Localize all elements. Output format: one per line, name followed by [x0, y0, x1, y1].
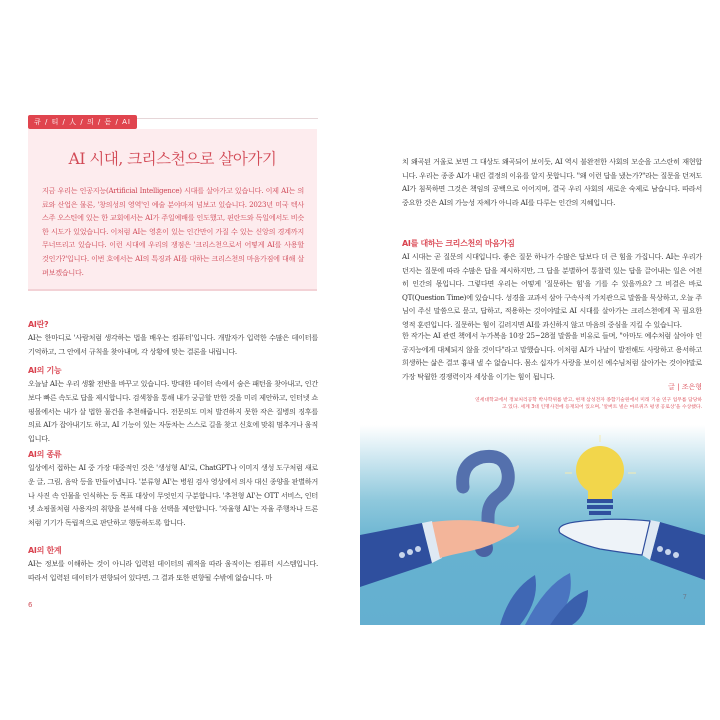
light-bulb-icon	[565, 435, 636, 515]
author-bio: 연세대학교에서 정보처리공학 박사학위를 받고, 현재 삼성전자 종합기술원에서 미래 기술 연구 업무를 담당하고 있다. 세계 3대 인명사전에 등재되어 있으며, '알버트 넬슨 마르퀴즈 평생 공로상'을 수상했다.	[475, 398, 702, 411]
leaf-decoration	[500, 573, 588, 625]
section-ai-functions	[28, 365, 318, 446]
hands-illustration	[360, 425, 705, 625]
article-title: AI 시대, 크리스천으로 살아가기	[68, 150, 277, 168]
left-page	[0, 95, 360, 625]
illustration	[360, 425, 705, 625]
series-tag: 큐 / 티 / 人 / 의 / 돋 / AI	[28, 115, 137, 129]
section-heading: AI란?	[28, 320, 49, 329]
section-body: AI 시대는 곧 질문의 시대입니다. 좋은 질문 하나가 수많은 답보다 더 큰 힘을 가집니다. AI는 우리가 던지는 질문에 따라 수많은 답을 제시하지만, 그 답을 분별하여 통찰력 있는 답을 끌어내는 일은 여전히 인간의 몫입니다. 그렇다면 우리는 어떻게 '질문하는 힘'을 기를 수 있을까요? 그 비결은 바로 QT(Question Time)에 있습니다. 성경을 교과서 삼아 구속사적 가치관으로 말씀을 묵상하고, 오늘 주님이 주신 말씀으로 묻고, 답하고, 적용하는 것이야말로 AI 시대를 살아가는 크리스천에게 꼭 필요한 영적 훈련입니다. 질문하는 힘이 길러지면 AI를 과신하지 않고 마음의 중심을 지킬 수 있습니다.	[402, 252, 702, 329]
section-heading: AI의 종류	[28, 450, 62, 459]
section-ai-types	[28, 449, 318, 530]
section-body: 일상에서 접하는 AI 중 가장 대중적인 것은 '생성형 AI'로, ChatGPT나 이미지 생성 도구처럼 새로운 글, 그림, 음악 등을 만들어냅니다. '분류형 AI'는 병원 검사 영상에서 의사 대신 종양을 판별하거나 사진 속 인물을 인식하는 등 목표 대상이 무엇인지 구분합니다. '추천형 AI'는 OTT 서비스, 인터넷 쇼핑몰처럼 사용자의 취향을 분석해 다음 선택을 제안합니다. '자율형 AI'는 자율 주행차나 드론처럼 기기가 독립적으로 판단하고 행동하도록 합니다.	[28, 463, 318, 528]
continued-paragraph: 치 왜곡된 거울로 보면 그 대상도 왜곡되어 보이듯, AI 역시 불완전한 사회의 모순을 고스란히 재현합니다. 우리는 종종 AI가 내린 결정의 이유를 알지 못합니다. "왜 이런 답을 냈는가?"라는 질문을 던져도 AI가 침묵하면 그것은 책임의 공백으로 이어지며, 결국 우리 사회의 새로운 숙제로 남습니다. 따라서 중요한 것은 AI의 가능성 자체가 아니라 AI를 다루는 인간의 지혜입니다.	[402, 157, 702, 207]
section-christian-mindset	[402, 238, 702, 332]
intro-box	[28, 129, 317, 291]
section-ai-limits	[28, 545, 318, 585]
closing-paragraph: 한 작가는 AI 관련 책에서 누가복음 10장 25~28절 말씀을 비유로 들며, "아마도 예수처럼 살아야 인공지능에게 대체되지 않을 것이다"라고 말했습니다. 이처럼 AI가 나날이 발전해도 사랑하고 용서하고 희생하는 삶은 결코 흉내 낼 수 없습니다. 몸소 십자가 사랑을 보이신 예수님처럼 살아가는 것이야말로 가장 탁월한 경쟁력이자 세상을 이기는 힘이 됩니다.	[402, 331, 702, 381]
page-number-left: 6	[28, 601, 33, 609]
section-heading: AI의 기능	[28, 366, 62, 375]
human-hand-icon	[360, 520, 519, 587]
section-heading: AI의 한계	[28, 546, 62, 555]
section-heading: AI를 대하는 크리스천의 마음가짐	[402, 239, 515, 248]
section-body: AI는 한마디로 '사람처럼 생각하는 법을 배우는 컴퓨터'입니다. 개발자가 입력한 수많은 데이터를 기억하고, 그 안에서 규칙을 찾아내며, 각 상황에 맞는 결론을 내립니다.	[28, 333, 318, 356]
byline: 글 | 조은형	[668, 383, 702, 391]
section-body: AI는 정보를 이해하는 것이 아니라 입력된 데이터의 궤적을 따라 움직이는 컴퓨터 시스템입니다. 따라서 입력된 데이터가 편향되어 있다면, 그 결과 또한 편향될 수밖에 없습니다. 마	[28, 559, 318, 582]
page-number-right: 7	[682, 593, 687, 601]
intro-paragraph: 지금 우리는 인공지능(Artificial Intelligence) 시대를 살아가고 있습니다. 이제 AI는 의료와 산업은 물론, '창의성의 영역'인 예술 분야마저 넘보고 있습니다. 2023년 미국 텍사스주 오스틴에 있는 한 교회에서는 AI가 주일예배를 인도했고, 핀란드와 독일에서도 비슷한 시도가 있었습니다. 이처럼 AI는 영혼이 있는 인간만이 가질 수 있는 신앙의 경계까지 무너뜨리고 있습니다. 이런 시대에 우리의 쟁점은 '크리스천으로서 어떻게 AI를 사용할 것인가?'입니다. 이번 호에서는 AI의 특징과 AI를 대하는 크리스천의 마음가짐에 대해 살펴보겠습니다.	[42, 186, 304, 277]
section-what-is-ai	[28, 319, 318, 359]
robot-hand-icon	[559, 519, 705, 580]
section-body: 오늘날 AI는 우리 생활 전반을 바꾸고 있습니다. 방대한 데이터 속에서 숨은 패턴을 찾아내고, 인간보다 빠른 속도로 답을 제시합니다. 검색창을 통해 내가 궁금할 만한 것을 미리 제안하고, 인터넷 쇼핑몰에서는 내가 살 법한 물건을 추천해줍니다. 전문의도 미처 발견하지 못한 작은 질병의 징후를 의료 AI가 잡아내기도 하고, AI 기능이 있는 자동차는 스스로 길을 찾고 신호에 맞춰 멈추거나 움직입니다.	[28, 379, 318, 444]
right-page	[360, 95, 720, 625]
